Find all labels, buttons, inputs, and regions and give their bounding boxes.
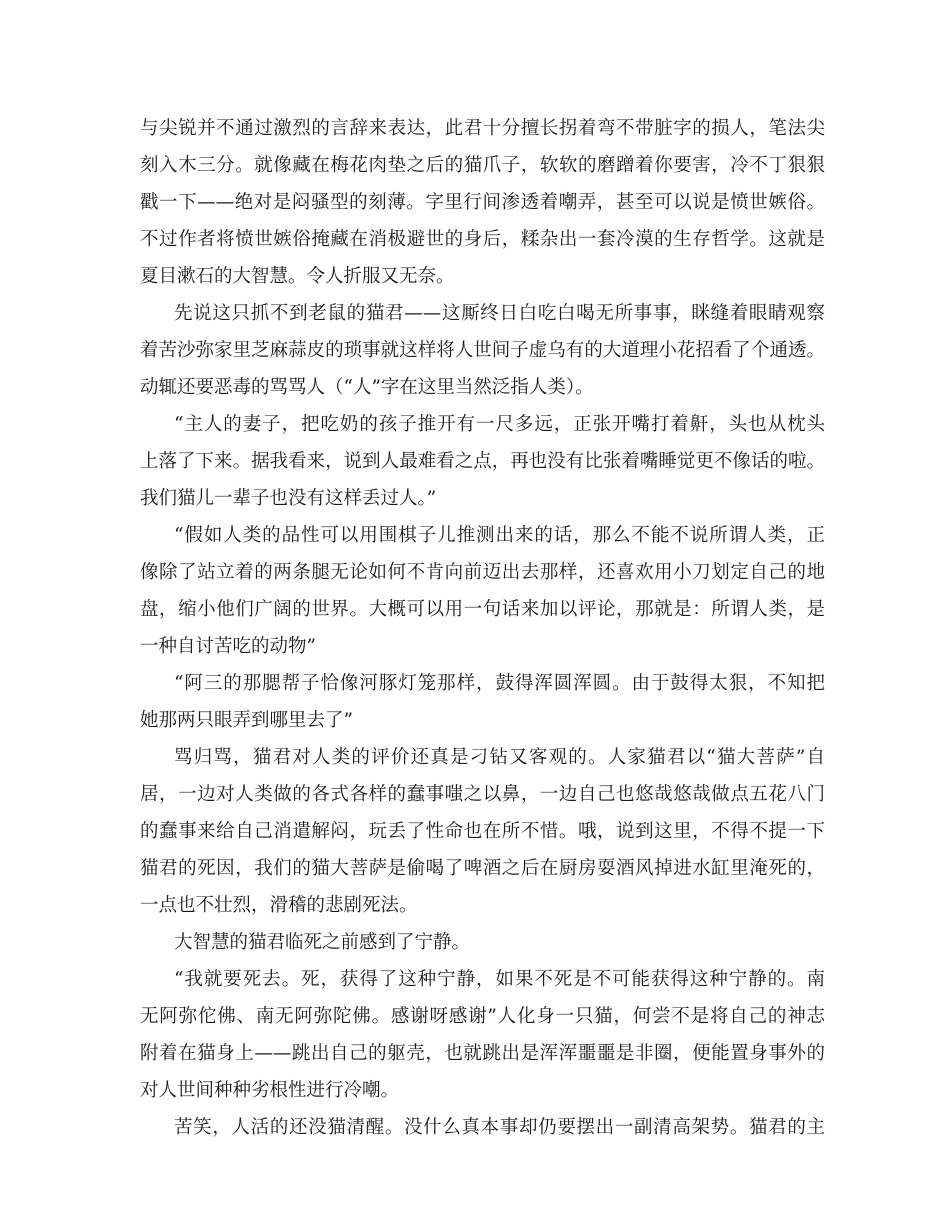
- text-line: 上落了下来。据我看来，说到人最难看之点，再也没有比张着嘴睡觉更不像话的啦。: [140, 451, 825, 472]
- text-line: 对人世间种种劣根性进行冷嘲。: [140, 1080, 400, 1101]
- text-line: 附着在猫身上——跳出自己的躯壳，也就跳出是浑浑噩噩是非圈，便能置身事外的: [140, 1043, 825, 1064]
- text-line: 与尖锐并不通过激烈的言辞来表达，此君十分擅长拐着弯不带脏字的损人，笔法尖: [140, 118, 825, 139]
- paragraph-start-line: 苦笑，人活的还没猫清醒。没什么真本事却仍要摆出一副清高架势。猫君的主: [174, 1117, 825, 1138]
- text-line: 像除了站立着的两条腿无论如何不肯向前迈出去那样，还喜欢用小刀划定自己的地: [140, 562, 825, 583]
- paragraph-start-line: “我就要死去。死，获得了这种宁静，如果不死是不可能获得这种宁静的。南: [174, 969, 825, 990]
- text-line: 一点也不壮烈，滑稽的悲剧死法。: [140, 895, 418, 916]
- text-line: 猫君的死因，我们的猫大菩萨是偷喝了啤酒之后在厨房耍酒风掉进水缸里淹死的，: [140, 858, 825, 879]
- text-line: 刻入木三分。就像藏在梅花肉垫之后的猫爪子，软软的磨蹭着你要害，冷不丁狠狠: [140, 155, 825, 176]
- paragraph-start-line: 大智慧的猫君临死之前感到了宁静。: [174, 932, 471, 953]
- paragraph-start-line: “阿三的那腮帮子恰像河豚灯笼那样，鼓得浑圆浑圆。由于鼓得太狠，不知把: [174, 673, 825, 694]
- text-line: 盘，缩小他们广阔的世界。大概可以用一句话来加以评论，那就是：所谓人类，是: [140, 599, 825, 620]
- text-line: 她那两只眼弄到哪里去了”: [140, 710, 353, 731]
- paragraph-start-line: 骂归骂，猫君对人类的评价还真是刁钻又客观的。人家猫君以“猫大菩萨”自: [174, 747, 825, 768]
- text-line: 戳一下——绝对是闷骚型的刻薄。字里行间渗透着嘲弄，甚至可以说是愤世嫉俗。: [140, 192, 825, 213]
- text-line: 的蠢事来给自己消遣解闷，玩丢了性命也在所不惜。哦，说到这里，不得不提一下: [140, 821, 825, 842]
- document-body: [140, 110, 825, 1146]
- text-line: 居，一边对人类做的各式各样的蠢事嗤之以鼻，一边自己也悠哉悠哉做点五花八门: [140, 784, 825, 805]
- paragraph-start-line: 先说这只抓不到老鼠的猫君——这厮终日白吃白喝无所事事，眯缝着眼睛观察: [174, 303, 825, 324]
- paragraph-start-line: “主人的妻子，把吃奶的孩子推开有一尺多远，正张开嘴打着鼾，头也从枕头: [174, 414, 825, 435]
- text-line: 着苦沙弥家里芝麻蒜皮的琐事就这样将人世间子虚乌有的大道理小花招看了个通透。: [140, 340, 825, 361]
- text-line: 动辄还要恶毒的骂骂人（“人”字在这里当然泛指人类）。: [140, 377, 594, 398]
- text-line: 不过作者将愤世嫉俗掩藏在消极避世的身后，糅杂出一套冷漠的生存哲学。这就是: [140, 229, 825, 250]
- text-line: 我们猫儿一辈子也没有这样丢过人。”: [140, 488, 437, 509]
- text-line: 无阿弥佗佛、南无阿弥陀佛。感谢呀感谢”人化身一只猫，何尝不是将自己的神志: [140, 1006, 825, 1027]
- text-line: 夏目漱石的大智慧。令人折服又无奈。: [140, 266, 455, 287]
- paragraph-start-line: “假如人类的品性可以用围棋子儿推测出来的话，那么不能不说所谓人类，正: [174, 525, 825, 546]
- text-line: 一种自讨苦吃的动物”: [140, 636, 316, 657]
